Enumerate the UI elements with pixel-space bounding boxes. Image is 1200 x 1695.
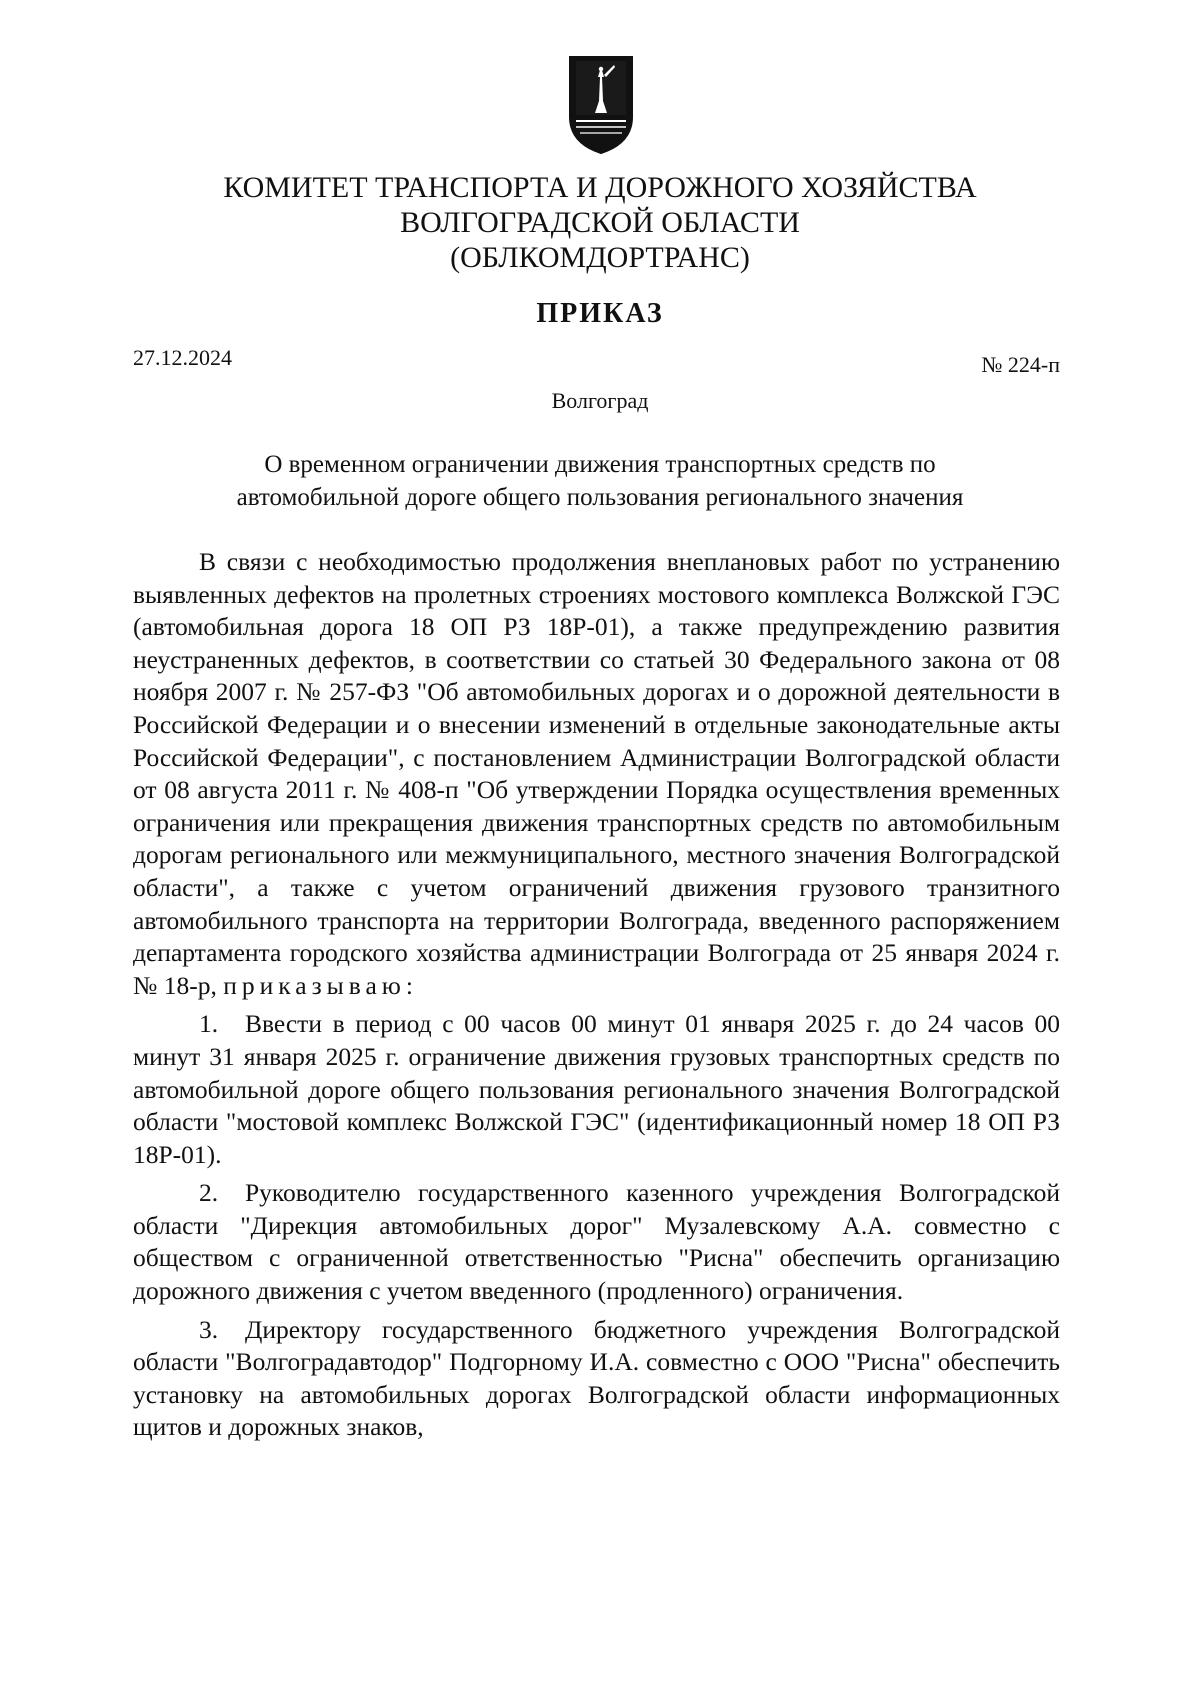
- org-line-1: КОМИТЕТ ТРАНСПОРТА И ДОРОЖНОГО ХОЗЯЙСТВА: [223, 171, 977, 204]
- item-text: Директору государственного бюджетного учреждения Волгоградской области "Волгоградавтодор" Подгорному И.А. совместно с ООО "Рисна" обеспечить установку на автомобильных дорогах Волгоградской области информационных щитов и дорожных знаков,: [133, 1314, 1060, 1442]
- org-line-3: (ОБЛКОМДОРТРАНС): [450, 241, 750, 274]
- coat-of-arms-icon: [568, 55, 634, 155]
- order-item-1: [133, 1008, 1060, 1171]
- item-text: Ввести в период с 00 часов 00 минут 01 января 2025 г. до 24 часов 00 минут 31 января 2025 г. ограничение движения грузовых транспортных средств по автомобильной дороге общего пользования регионального значения Волгоградской области "мостовой комплекс Волжской ГЭС" (идентификационный номер 18 ОП РЗ 18Р-01).: [133, 1009, 1060, 1169]
- item-text: Руководителю государственного казенного учреждения Волгоградской области "Дирекция автомобильных дорог" Музалевскому А.А. совместно с обществом с ограниченной ответственностью "Рисна" обеспечить организацию дорожного движения с учетом введенного (продленного) ограничения.: [133, 1178, 1060, 1306]
- order-subject: [140, 448, 1060, 514]
- preamble-text: В связи с необходимостью продолжения внеплановых работ по устранению выявленных дефектов на пролетных строениях мостового комплекса Волжской ГЭС (автомобильная дорога 18 ОП РЗ 18Р-01), а также предупреждению развития неустраненных дефектов, в соответствии со статьей 30 Федерального закона от 08 ноября 2007 г. № 257-ФЗ "Об автомобильных дорогах и о дорожной деятельности в Российской Федерации и о внесении изменений в отдельные законодательные акты Российской Федерации", с постановлением Администрации Волгоградской области от 08 августа 2011 г. № 408-п "Об утверждении Порядка осуществления временных ограничения или прекращения движения транспортных средств по автомобильным дорогам регионального или межмуниципального, местного значения Волгоградской области", а также с учетом ограничений движения грузового транзитного автомобильного транспорта на территории Волгограда, введенного распоряжением департамента городского хозяйства администрации Волгограда от 25 января 2024 г. № 18-р,: [133, 547, 1060, 1000]
- org-line-2: ВОЛГОГРАДСКОЙ ОБЛАСТИ: [400, 206, 800, 239]
- preamble-paragraph: [133, 546, 1060, 1002]
- order-date: 27.12.2024: [133, 345, 232, 370]
- order-body: [133, 546, 1060, 1444]
- order-city: Волгоград: [551, 388, 649, 413]
- order-item-2: [133, 1177, 1060, 1307]
- item-number: 1.: [199, 1009, 219, 1039]
- order-number: № 224-п: [981, 352, 1060, 377]
- item-number: 3.: [199, 1314, 219, 1344]
- order-title: ПРИКАЗ: [536, 298, 664, 329]
- subject-line-1: О временном ограничении движения транспортных средств по: [264, 451, 936, 478]
- item-number: 2.: [199, 1178, 219, 1208]
- order-item-3: [133, 1314, 1060, 1444]
- organization-name: [130, 170, 1070, 275]
- order-word: приказываю:: [223, 970, 418, 1000]
- subject-line-2: автомобильной дороге общего пользования регионального значения: [236, 484, 964, 511]
